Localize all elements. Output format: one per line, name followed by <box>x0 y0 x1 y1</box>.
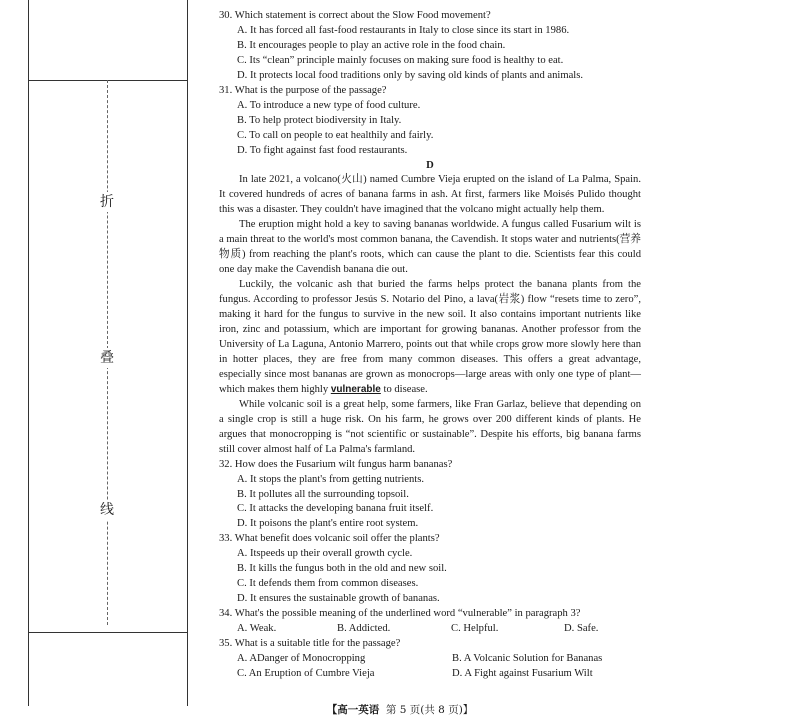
page-footer <box>0 702 800 717</box>
q34-option-d: D. Safe. <box>564 623 599 635</box>
q35-options-row-1 <box>237 652 641 667</box>
q35-option-c: C. An Eruption of Cumbre Vieja <box>237 667 375 679</box>
q35-option-a: A. ADanger of Monocropping <box>237 652 366 664</box>
q30-option-b: B. It encourages people to play an active role in the food chain. <box>237 39 506 51</box>
passage-paragraph-4: While volcanic soil is a great help, some farmers, like Fran Garlaz, believe that depending on a single crop is still a huge risk. On his farm, he grows over 200 different kinds of plants. He argues that monocropping is “not scientific or sustainable”. Despite his efforts, big banana farms still cover almost half of La Palma's farmland. <box>219 398 641 455</box>
section-letter: D <box>426 159 434 171</box>
p3-text-after: to disease. <box>383 383 428 395</box>
q35-options-row-2 <box>237 667 641 682</box>
question-31-stem: 31. What is the purpose of the passage? <box>219 84 387 96</box>
question-30-stem: 30. Which statement is correct about the Slow Food movement? <box>219 10 491 21</box>
p3-text-before: Luckily, the volcanic ash that buried the farms helps protect the banana plants from the fungus. According to professor Jesús S. Notario del Pino, a lava(岩浆) flow “resets time to zero”, making it hard for the fungus to survive in the new soil. It also contains important nutrients like iron, zinc and potassium, which are important for growing bananas. Another professor from the University of La Laguna, Antonio Marrero, points out that while crops grow more slowly here than in hotter places, they are free from many common diseases. This offers a great advantage, especially since most bananas are grown as monocrops—large areas with only one type of plant—which makes them highly <box>219 279 641 395</box>
underlined-word: vulnerable <box>330 383 381 395</box>
q34-option-b: B. Addicted. <box>337 623 391 635</box>
passage-paragraph-1: In late 2021, a volcano(火山) named Cumbre Vieja erupted on the island of La Palma, Spain. It covered hundreds of acres of banana farms in ash. At first, farmers like Moisés Pulido thought this was a disaster. They couldn't have imagined that the volcano might actually help them. <box>219 174 641 216</box>
passage-paragraph-3 <box>219 278 641 398</box>
q31-option-c: C. To call on people to eat healthily and fairly. <box>237 129 434 141</box>
q35-option-d: D. A Fight against Fusarium Wilt <box>452 667 593 679</box>
passage-paragraph-2: The eruption might hold a key to saving bananas worldwide. A fungus called Fusarium wilt is a main threat to the world's most common banana, the Cavendish. It stops water and nutrients(营养物质) from reaching the plant's roots, which can cause the plant to die. Scientists fear this could one day make the Cavendish banana die out. <box>219 219 641 276</box>
fold-char-3: 线 <box>97 500 117 520</box>
binding-margin <box>0 0 188 726</box>
margin-right-line <box>187 0 188 706</box>
q33-option-b: B. It kills the fungus both in the old and new soil. <box>237 563 447 575</box>
q34-options <box>237 622 641 637</box>
q31-option-b: B. To help protect biodiversity in Italy. <box>237 114 402 126</box>
q31-option-a: A. To introduce a new type of food culture. <box>237 99 421 111</box>
question-33-stem: 33. What benefit does volcanic soil offer the plants? <box>219 533 440 545</box>
q32-option-c: C. It attacks the developing banana fruit itself. <box>237 503 434 515</box>
footer-subject: 【高一英语 <box>326 704 380 716</box>
fold-char-2: 叠 <box>97 348 117 368</box>
footer-page: 第 5 页(共 8 页)】 <box>385 704 474 716</box>
exam-content <box>219 9 641 682</box>
q32-option-a: A. It stops the plant's from getting nutrients. <box>237 473 424 485</box>
q33-option-c: C. It defends them from common diseases. <box>237 578 419 590</box>
q32-option-d: D. It poisons the plant's entire root system. <box>237 518 419 530</box>
q30-option-d: D. It protects local food traditions only by saving old kinds of plants and animals. <box>237 69 584 81</box>
margin-left-line <box>28 0 29 706</box>
q31-option-d: D. To fight against fast food restaurants. <box>237 144 408 156</box>
q34-option-c: C. Helpful. <box>451 623 499 635</box>
q33-option-d: D. It ensures the sustainable growth of bananas. <box>237 593 440 605</box>
question-35-stem: 35. What is a suitable title for the passage? <box>219 638 401 650</box>
q35-option-b: B. A Volcanic Solution for Bananas <box>452 652 603 664</box>
q30-option-c: C. Its “clean” principle mainly focuses on making sure food is healthy to eat. <box>237 54 564 66</box>
question-32-stem: 32. How does the Fusarium wilt fungus harm bananas? <box>219 458 453 470</box>
fold-char-1: 折 <box>97 192 117 212</box>
q33-option-a: A. Itspeeds up their overall growth cycle. <box>237 548 413 560</box>
q30-option-a: A. It has forced all fast-food restaurants in Italy to close since its start in 1986. <box>237 24 570 36</box>
margin-bottom-divider <box>28 632 187 633</box>
q34-option-a: A. Weak. <box>237 623 277 635</box>
question-34-stem: 34. What's the possible meaning of the underlined word “vulnerable” in paragraph 3? <box>219 608 581 620</box>
q32-option-b: B. It pollutes all the surrounding topsoil. <box>237 488 409 500</box>
